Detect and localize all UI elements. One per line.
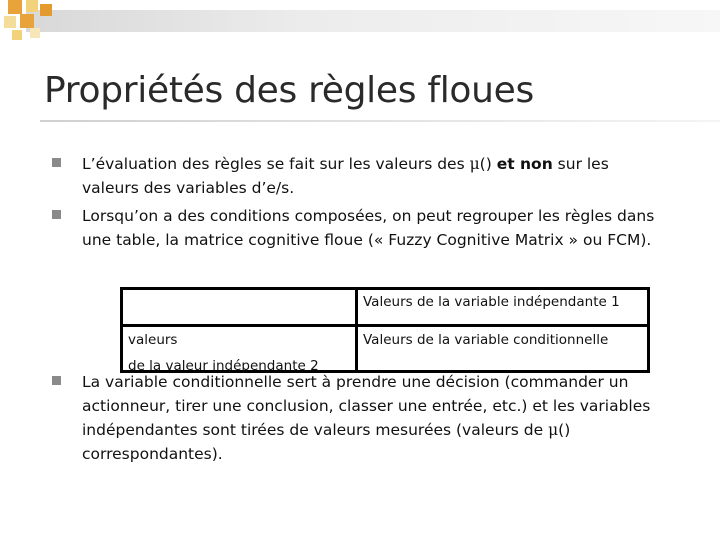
bullet-line: correspondantes). bbox=[82, 445, 223, 463]
bullet-text bbox=[82, 204, 682, 252]
bullet-line: La variable conditionnelle sert à prendre une décision (commander un bbox=[82, 373, 629, 391]
bullet-line bbox=[82, 152, 682, 176]
header-gradient-bar bbox=[26, 10, 720, 32]
matrix-row-label-line2: de la valeur indépendante 2 bbox=[128, 358, 319, 374]
text-span: () bbox=[479, 155, 497, 173]
matrix-header-independent-1: Valeurs de la variable indépendante 1 bbox=[363, 294, 620, 310]
slide-title: Propriétés des règles floues bbox=[44, 70, 534, 111]
deco-square bbox=[30, 28, 40, 38]
deco-square bbox=[40, 4, 52, 16]
header-decoration bbox=[0, 0, 720, 44]
text-span: () bbox=[558, 421, 571, 439]
matrix-row-label-line1: valeurs bbox=[128, 332, 178, 348]
deco-square bbox=[20, 14, 34, 28]
bullet-text bbox=[82, 370, 682, 466]
title-underline bbox=[40, 120, 720, 122]
mu-symbol: μ bbox=[548, 421, 559, 439]
bullet-item bbox=[52, 370, 682, 470]
bullet-line bbox=[82, 418, 682, 442]
bullet-item bbox=[52, 204, 682, 254]
text-span: indépendantes sont tirées de valeurs mesurées (valeurs de bbox=[82, 421, 549, 439]
deco-square bbox=[4, 16, 16, 28]
matrix-column-divider bbox=[355, 290, 358, 370]
bullet-line: Lorsqu’on a des conditions composées, on peut regrouper les règles dans bbox=[82, 207, 655, 225]
deco-square bbox=[26, 0, 38, 12]
bullet-line: valeurs des variables d’e/s. bbox=[82, 179, 295, 197]
text-span: L’évaluation des règles se fait sur les valeurs des bbox=[82, 155, 470, 173]
bullet-item bbox=[52, 152, 682, 202]
text-span: sur les bbox=[552, 155, 609, 173]
bullet-text bbox=[82, 152, 682, 200]
fcm-matrix-table bbox=[120, 287, 650, 373]
matrix-row-divider bbox=[123, 324, 647, 327]
deco-square bbox=[12, 30, 22, 40]
bullet-line: actionneur, tirer une conclusion, classer une entrée, etc.) et les variables bbox=[82, 397, 651, 415]
square-bullet-icon bbox=[52, 376, 61, 385]
deco-square bbox=[8, 0, 22, 14]
emphasis-text: et non bbox=[496, 155, 553, 173]
bullet-line: une table, la matrice cognitive floue (« Fuzzy Cognitive Matrix » ou FCM). bbox=[82, 231, 652, 249]
matrix-cell-conditional: Valeurs de la variable conditionnelle bbox=[363, 332, 609, 348]
mu-symbol: μ bbox=[469, 155, 480, 173]
square-bullet-icon bbox=[52, 210, 61, 219]
square-bullet-icon bbox=[52, 158, 61, 167]
